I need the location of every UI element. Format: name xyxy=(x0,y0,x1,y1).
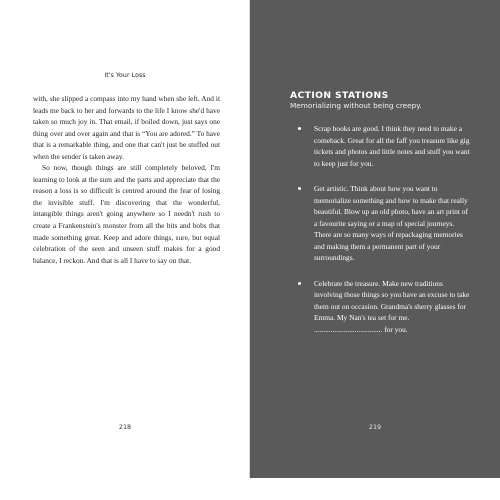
list-item xyxy=(250,183,500,264)
body-text xyxy=(33,93,220,266)
section-subtitle: Memorializing without being creepy. xyxy=(290,101,422,110)
page-number-left: 218 xyxy=(118,423,132,431)
list-item-text: Scrap books are good. I think they need to make a comeback. Great for all the faff you treasure like gig tickets and photos and little notes and stuff you want to keep just for you. xyxy=(314,124,470,168)
page-number-right: 219 xyxy=(368,423,382,431)
bullet-icon xyxy=(298,282,301,285)
bullet-icon xyxy=(298,187,301,190)
section-title: ACTION STATIONS xyxy=(290,90,389,101)
bullet-list xyxy=(250,123,500,349)
paragraph: with, she slipped a compass into my hand when she left. And it leads me back to her and forwards to the life I know she'd have taken so much joy in. That email, if boiled down, just says one thing over and over again and that is “You are adored.” To have that is a remarkable thing, and one that can't just be stuffed out when the sender is taken away. xyxy=(33,94,220,161)
paragraph: So now, though things are still completely beloved, I'm learning to look at the sum and the parts and appreciate that the reason a loss is so difficult is centred around the fear of losing the invisible stuff. I'm discovering that the wonderful, intangible things aren't going anywhere so I needn't rush to create a Frankenstein's monster from all the bits and bobs that made something great. Keep and adore things, sure, but equal celebration of the seen and unseen stuff makes for a good balance, I reckon. And that is all I have to say on that. xyxy=(33,163,220,265)
running-head: It's Your Loss xyxy=(104,72,146,79)
bullet-icon xyxy=(298,127,301,130)
list-item xyxy=(250,123,500,169)
list-item-text: Celebrate the treasure. Make new traditions involving those things so you have an excuse to take them out on occasion. Grandma's sherry glasses for Emma. My Nan's tea set for me. ..................................... for you. xyxy=(314,278,470,334)
list-item-text: Get artistic. Think about how you want to memorialize something and how to make that really beautiful. Blow up an old photo, have an art print of a favourite saying or a map of special journeys. There are so many ways of repackaging memories and making them a permanent part of your surroundings. xyxy=(314,184,468,262)
list-item xyxy=(250,278,500,336)
left-page xyxy=(0,0,250,478)
right-page xyxy=(250,0,500,478)
